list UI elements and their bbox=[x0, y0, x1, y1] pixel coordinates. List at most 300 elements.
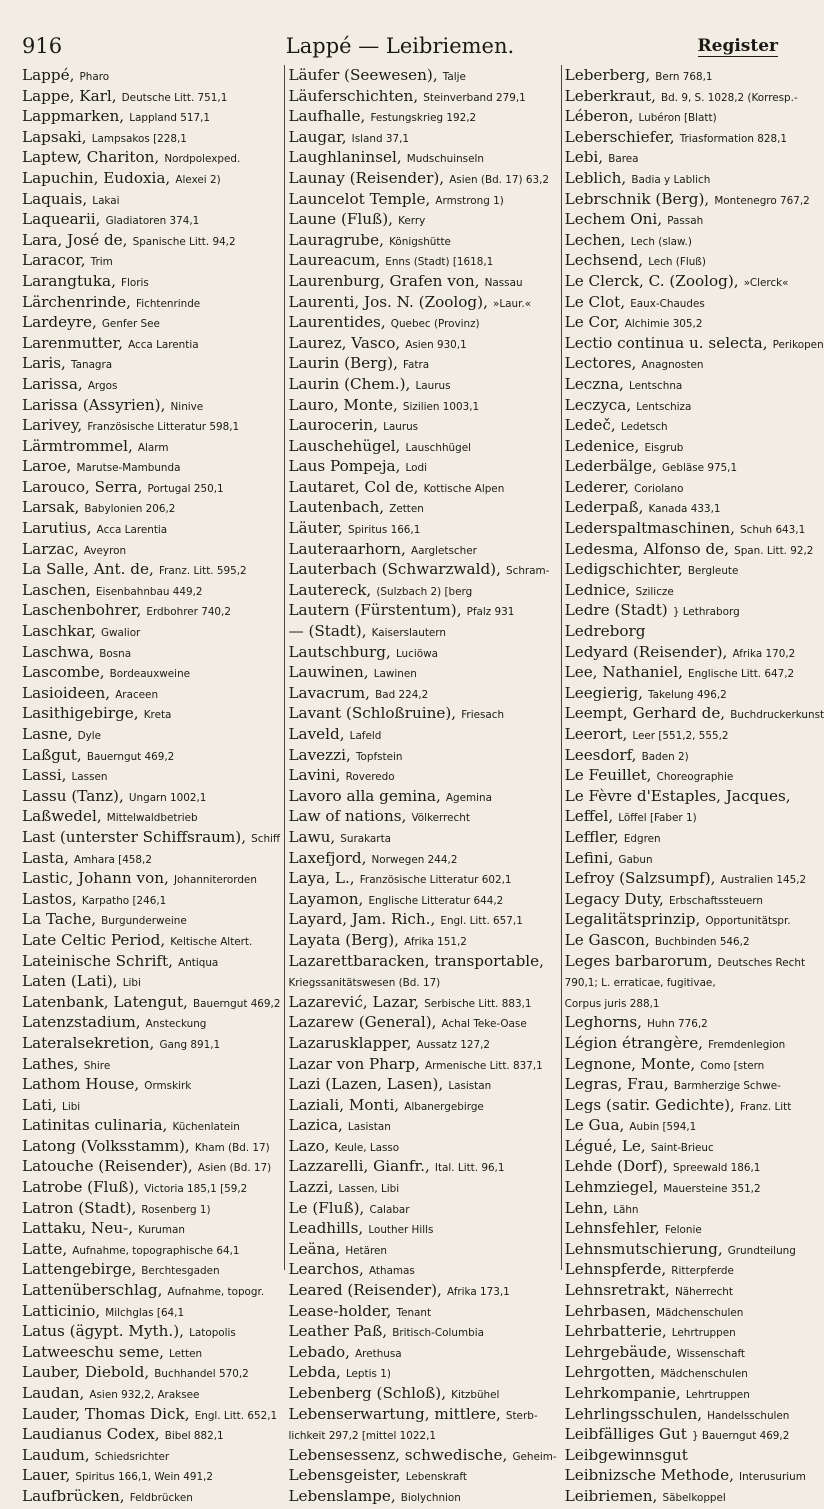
index-entry bbox=[288, 703, 556, 724]
entry-reference: Acca Larentia bbox=[96, 524, 168, 537]
entry-reference: Mauersteine 351,2 bbox=[663, 1183, 761, 1196]
index-entry bbox=[22, 168, 280, 189]
entry-headword: Lasioideen, bbox=[22, 683, 111, 702]
entry-headword: Lazarusklapper, bbox=[288, 1033, 412, 1052]
entry-reference: Lentschna bbox=[628, 379, 683, 392]
entry-reference: Shire bbox=[83, 1059, 111, 1072]
entry-headword: Leberberg, bbox=[564, 66, 651, 84]
index-entry bbox=[565, 868, 824, 889]
entry-headword: Legacy Duty, bbox=[564, 889, 664, 908]
entry-reference: Ansteckung bbox=[145, 1018, 207, 1031]
index-entry bbox=[565, 1362, 824, 1383]
entry-reference: Hetären bbox=[345, 1244, 387, 1257]
index-entry bbox=[565, 786, 824, 807]
entry-headword: Lechen, bbox=[564, 230, 626, 249]
entry-reference: Victoria 185,1 [59,2 bbox=[144, 1183, 248, 1196]
entry-reference: Eisgrub bbox=[644, 441, 684, 454]
entry-headword: Lehrbatterie, bbox=[564, 1322, 667, 1341]
entry-headword: Lease-holder, bbox=[288, 1301, 392, 1320]
entry-reference: Luciöwa bbox=[395, 647, 438, 660]
entry-headword: Le Gascon, bbox=[564, 930, 650, 949]
entry-headword: Latinitas culinaria, bbox=[22, 1116, 168, 1135]
entry-headword: Lederpaß, bbox=[564, 498, 644, 517]
entry-reference: Lasistan bbox=[347, 1121, 391, 1134]
entry-headword: Lavezzi, bbox=[288, 745, 351, 764]
entry-headword: Lehde (Dorf), bbox=[564, 1157, 668, 1176]
index-entry bbox=[22, 1074, 280, 1095]
index-entry bbox=[288, 477, 556, 498]
entry-reference: Erdbohrer 740,2 bbox=[146, 606, 231, 619]
entry-reference: Agemina bbox=[445, 791, 492, 804]
entry-reference: Gwalior bbox=[101, 627, 141, 640]
entry-reference: Aubin [594,1 bbox=[629, 1121, 697, 1134]
index-entry bbox=[565, 621, 824, 642]
entry-reference: } Bauerngut 469,2 bbox=[691, 1430, 790, 1443]
entry-reference: Näherrecht bbox=[674, 1286, 733, 1299]
index-entry bbox=[288, 765, 556, 786]
entry-headword: Lazarević, Lazar, bbox=[288, 992, 420, 1011]
index-entry bbox=[288, 353, 556, 374]
index-entry bbox=[22, 971, 280, 992]
entry-headword: Lazzi, bbox=[288, 1178, 334, 1197]
entry-reference: Erbschaftssteuern bbox=[668, 894, 763, 907]
entry-reference: Gang 891,1 bbox=[159, 1038, 221, 1051]
entry-reference: Genfer See bbox=[101, 318, 160, 331]
index-entry bbox=[565, 662, 824, 683]
entry-reference: Araceen bbox=[115, 688, 159, 701]
index-entry bbox=[565, 971, 824, 992]
index-entry bbox=[288, 1074, 556, 1095]
entry-reference: Albanergebirge bbox=[404, 1100, 484, 1113]
entry-reference: Schuh 643,1 bbox=[740, 524, 806, 537]
index-entry bbox=[565, 312, 824, 333]
entry-reference: Mädchenschulen bbox=[660, 1368, 748, 1381]
entry-reference: Ledetsch bbox=[620, 421, 668, 434]
entry-reference: Passah bbox=[667, 215, 704, 228]
entry-headword: Laya, L., bbox=[288, 869, 355, 888]
entry-headword: Leäna, bbox=[288, 1239, 341, 1258]
entry-headword: — (Stadt), bbox=[288, 622, 367, 641]
entry-reference: Surakarta bbox=[340, 832, 392, 845]
index-entry bbox=[565, 539, 824, 560]
index-entry bbox=[288, 250, 556, 271]
index-entry bbox=[22, 1424, 280, 1445]
index-entry bbox=[22, 909, 280, 930]
index-entry bbox=[565, 436, 824, 457]
entry-reference: Tanagra bbox=[70, 359, 113, 372]
entry-reference: Afrika 170,2 bbox=[732, 647, 796, 660]
entry-reference: Aussatz 127,2 bbox=[416, 1038, 490, 1051]
entry-headword: Laßgut, bbox=[22, 745, 82, 764]
entry-reference: Rosenberg 1) bbox=[141, 1203, 211, 1216]
entry-headword: Laziali, Monti, bbox=[288, 1095, 400, 1114]
entry-headword: Lauro, Monte, bbox=[288, 395, 398, 414]
entry-headword: Lateinische Schrift, bbox=[22, 951, 173, 970]
entry-headword: Leegierig, bbox=[564, 683, 643, 702]
entry-reference: Eaux-Chaudes bbox=[630, 297, 705, 310]
entry-headword: Lattengebirge, bbox=[22, 1260, 137, 1279]
index-entry bbox=[288, 827, 556, 848]
index-entry bbox=[22, 1342, 280, 1363]
entry-reference: Gabun bbox=[618, 853, 653, 866]
entry-headword: Leempt, Gerhard de, bbox=[564, 704, 726, 723]
entry-headword: Lauder, Thomas Dick, bbox=[22, 1404, 190, 1423]
entry-reference: Deutsche Litt. 751,1 bbox=[121, 91, 228, 104]
entry-reference: Lehrtruppen bbox=[685, 1389, 750, 1401]
index-entry bbox=[288, 127, 556, 148]
index-entry bbox=[288, 1156, 556, 1177]
entry-reference: Arethusa bbox=[355, 1347, 402, 1360]
entry-headword: Lederspaltmaschinen, bbox=[564, 519, 735, 538]
entry-reference: Steinverband 279,1 bbox=[423, 91, 526, 104]
entry-headword: Larangtuka, bbox=[22, 271, 116, 290]
index-entry bbox=[288, 621, 556, 642]
index-entry bbox=[288, 518, 556, 539]
index-entry bbox=[22, 456, 280, 477]
entry-reference: Island 37,1 bbox=[351, 132, 410, 145]
entry-reference: Säbelkoppel bbox=[662, 1491, 726, 1504]
entry-headword: La Tache, bbox=[22, 910, 97, 929]
entry-headword: Lebensgeister, bbox=[288, 1466, 401, 1485]
index-entry bbox=[22, 559, 280, 580]
index-entry bbox=[288, 971, 556, 992]
entry-headword: Lavant (Schloßruine), bbox=[288, 704, 457, 723]
index-entry bbox=[22, 683, 280, 704]
entry-reference: Australien 145,2 bbox=[720, 874, 807, 887]
entry-headword: Laurenti, Jos. N. (Zoolog), bbox=[288, 292, 488, 311]
entry-headword: Lednice, bbox=[564, 580, 631, 599]
index-entry bbox=[288, 724, 556, 745]
index-entry bbox=[288, 868, 556, 889]
entry-reference: Afrika 151,2 bbox=[404, 935, 467, 948]
index-entry bbox=[565, 1280, 824, 1301]
entry-reference: Como [stern bbox=[700, 1059, 765, 1072]
entry-reference: Nordpolexped. bbox=[164, 153, 241, 166]
index-entry bbox=[288, 271, 556, 292]
entry-headword: Lathes, bbox=[22, 1054, 79, 1073]
entry-reference: Aargletscher bbox=[410, 544, 477, 557]
entry-headword: Leberkraut, bbox=[564, 86, 656, 105]
entry-reference: lichkeit 297,2 [mittel 1022,1 bbox=[288, 1430, 437, 1443]
index-entry bbox=[565, 86, 824, 107]
index-entry bbox=[22, 1177, 280, 1198]
entry-headword: Ledigschichter, bbox=[564, 560, 683, 579]
entry-headword: Lederbälge, bbox=[564, 457, 657, 476]
entry-reference: Spiritus 166,1 bbox=[347, 524, 421, 537]
entry-reference: Alarm bbox=[137, 441, 169, 454]
index-entry bbox=[22, 189, 280, 210]
entry-reference: Burgunderweine bbox=[101, 915, 187, 928]
entry-reference: Gebläse 975,1 bbox=[661, 462, 738, 475]
index-entry bbox=[22, 848, 280, 869]
entry-headword: Lastos, bbox=[22, 889, 77, 908]
entry-headword: Lazar von Pharp, bbox=[288, 1054, 420, 1073]
entry-reference: Lampsakos [228,1 bbox=[91, 132, 187, 145]
entry-headword: Latenzstadium, bbox=[22, 1013, 141, 1032]
entry-reference: Lasistan bbox=[448, 1080, 492, 1093]
index-entry bbox=[565, 353, 824, 374]
entry-reference: Handelsschulen bbox=[707, 1409, 790, 1422]
entry-headword: Laufbrücken, bbox=[22, 1486, 125, 1505]
entry-headword: Latouche (Reisender), bbox=[22, 1157, 193, 1176]
index-entry bbox=[288, 189, 556, 210]
entry-headword: Lavacrum, bbox=[288, 683, 370, 702]
entry-headword: Leczna, bbox=[564, 374, 624, 393]
entry-headword: Lebi, bbox=[564, 148, 604, 167]
index-entry bbox=[22, 600, 280, 621]
entry-headword: Leblich, bbox=[564, 168, 627, 187]
index-entry bbox=[288, 1424, 556, 1445]
entry-reference: Libi bbox=[62, 1100, 81, 1113]
entry-headword: Läufer (Seewesen), bbox=[288, 66, 438, 84]
entry-headword: Lärmtrommel, bbox=[22, 436, 133, 455]
entry-reference: Argos bbox=[87, 379, 118, 392]
entry-reference: Asien (Bd. 17) 63,2 bbox=[449, 173, 549, 186]
entry-headword: Le Gua, bbox=[564, 1116, 625, 1135]
index-entry bbox=[565, 395, 824, 416]
index-entry bbox=[22, 621, 280, 642]
entry-headword: Laschen, bbox=[22, 580, 91, 599]
entry-headword: Lautaret, Col de, bbox=[288, 477, 419, 496]
entry-reference: Kerry bbox=[398, 215, 426, 228]
entry-headword: Larissa (Assyrien), bbox=[22, 395, 166, 414]
entry-reference: Lubéron [Blatt) bbox=[638, 112, 717, 125]
entry-reference: Interusurium bbox=[739, 1471, 806, 1484]
index-entry bbox=[22, 765, 280, 786]
entry-headword: Lehnsmutschierung, bbox=[564, 1239, 723, 1258]
entry-headword: Lautenbach, bbox=[288, 498, 385, 517]
entry-headword: Leges barbarorum, bbox=[564, 951, 713, 970]
index-entry bbox=[565, 1321, 824, 1342]
entry-headword: Lebensessenz, schwedische, bbox=[288, 1445, 508, 1464]
index-entry bbox=[288, 1012, 556, 1033]
entry-reference: Pfalz 931 bbox=[466, 606, 515, 619]
entry-headword: Lauteraarhorn, bbox=[288, 539, 406, 558]
entry-reference: Lech (Fluß) bbox=[648, 256, 706, 269]
entry-reference: Roveredo bbox=[345, 771, 395, 784]
entry-headword: Laurentides, bbox=[288, 313, 386, 332]
index-entry bbox=[565, 600, 824, 621]
register-column-3 bbox=[562, 65, 824, 1505]
entry-headword: Learchos, bbox=[288, 1260, 364, 1279]
entry-headword: Le (Fluß), bbox=[288, 1198, 365, 1217]
entry-reference: Triasformation 828,1 bbox=[679, 132, 788, 145]
index-entry bbox=[22, 86, 280, 107]
index-entry bbox=[565, 951, 824, 972]
entry-reference: Talje bbox=[442, 71, 466, 83]
entry-headword: La Salle, Ant. de, bbox=[22, 560, 154, 579]
entry-headword: Lassi, bbox=[22, 766, 67, 785]
entry-headword: Lebenberg (Schloß), bbox=[288, 1384, 447, 1402]
index-entry bbox=[565, 292, 824, 313]
entry-reference: Nassau bbox=[484, 276, 523, 289]
entry-headword: Le Feuillet, bbox=[564, 766, 652, 785]
index-entry bbox=[565, 1259, 824, 1280]
entry-reference: Lentschiza bbox=[636, 400, 692, 413]
index-entry bbox=[565, 250, 824, 271]
entry-headword: Lazarew (General), bbox=[288, 1013, 437, 1032]
entry-headword: Lehnsfehler, bbox=[564, 1219, 660, 1238]
entry-reference: Letten bbox=[169, 1347, 203, 1360]
index-entry bbox=[565, 456, 824, 477]
index-entry bbox=[565, 1383, 824, 1404]
entry-headword: Lee, Nathaniel, bbox=[564, 663, 683, 682]
index-entry bbox=[22, 436, 280, 457]
index-entry bbox=[288, 106, 556, 127]
entry-reference: Afrika 173,1 bbox=[446, 1286, 510, 1299]
entry-headword: Lebenserwartung, mittlere, bbox=[288, 1404, 501, 1423]
index-entry bbox=[22, 1136, 280, 1157]
entry-reference: Schiedsrichter bbox=[94, 1450, 170, 1463]
index-entry bbox=[22, 703, 280, 724]
entry-headword: Legnone, Monte, bbox=[564, 1054, 696, 1073]
entry-headword: Lectores, bbox=[564, 354, 637, 373]
index-entry bbox=[288, 1239, 556, 1260]
entry-reference: Saint-Brieuc bbox=[650, 1141, 714, 1154]
entry-reference: Coriolano bbox=[634, 482, 684, 495]
entry-reference: Lebenskraft bbox=[405, 1471, 467, 1484]
entry-reference: Leptis 1) bbox=[345, 1368, 391, 1381]
entry-headword: Laveld, bbox=[288, 725, 345, 743]
index-entry bbox=[288, 1301, 556, 1322]
entry-headword: Lardeyre, bbox=[22, 313, 97, 332]
index-entry bbox=[565, 1445, 824, 1466]
index-entry bbox=[288, 292, 556, 313]
entry-headword: Laracor, bbox=[22, 251, 86, 270]
index-entry bbox=[288, 559, 556, 580]
entry-headword: Laurin (Chem.), bbox=[288, 374, 411, 393]
index-entry bbox=[565, 1012, 824, 1033]
entry-reference: Ritterpferde bbox=[671, 1265, 734, 1278]
entry-headword: Laurin (Berg), bbox=[288, 354, 398, 373]
index-entry bbox=[22, 992, 280, 1013]
entry-headword: Lehrlingsschulen, bbox=[564, 1404, 703, 1423]
index-entry bbox=[22, 1115, 280, 1136]
index-entry bbox=[288, 848, 556, 869]
entry-headword: Layard, Jam. Rich., bbox=[288, 910, 436, 929]
entry-headword: Latus (ägypt. Myth.), bbox=[22, 1322, 185, 1341]
index-entry bbox=[565, 374, 824, 395]
index-entry bbox=[288, 1362, 556, 1383]
entry-headword: Latweeschu seme, bbox=[22, 1342, 164, 1361]
index-entry bbox=[22, 250, 280, 271]
entry-headword: Leibriemen, bbox=[564, 1486, 658, 1505]
index-entry bbox=[22, 497, 280, 518]
index-entry bbox=[22, 477, 280, 498]
entry-reference: Trim bbox=[90, 256, 113, 269]
entry-reference: Kreta bbox=[143, 709, 172, 722]
entry-reference: Friesach bbox=[461, 709, 505, 722]
entry-headword: Le Clot, bbox=[564, 292, 626, 311]
entry-headword: Latte, bbox=[22, 1239, 68, 1258]
index-entry bbox=[565, 65, 824, 86]
entry-headword: Lebenslampe, bbox=[288, 1486, 396, 1505]
entry-headword: Leerort, bbox=[564, 725, 628, 743]
index-entry bbox=[288, 909, 556, 930]
entry-headword: Laschwa, bbox=[22, 642, 95, 661]
index-entry bbox=[565, 1054, 824, 1075]
index-entry bbox=[565, 1486, 824, 1507]
index-entry bbox=[22, 395, 280, 416]
entry-headword: Lefroy (Salzsumpf), bbox=[564, 869, 716, 888]
index-entry bbox=[288, 1198, 556, 1219]
index-entry bbox=[22, 209, 280, 230]
index-entry bbox=[288, 497, 556, 518]
entry-reference: Mittelwaldbetrieb bbox=[106, 812, 198, 825]
index-entry bbox=[565, 1095, 824, 1116]
index-entry bbox=[22, 1486, 280, 1507]
index-entry bbox=[565, 1156, 824, 1177]
entry-headword: Lawu, bbox=[288, 827, 336, 846]
index-entry bbox=[565, 1424, 824, 1445]
index-entry bbox=[288, 951, 556, 972]
index-entry bbox=[22, 745, 280, 766]
entry-reference: Schram- bbox=[506, 565, 550, 578]
entry-reference: Asien 930,1 bbox=[405, 338, 467, 351]
entry-reference: Kriegssanitätswesen (Bd. 17) bbox=[288, 977, 441, 990]
entry-headword: Launcelot Temple, bbox=[288, 189, 431, 208]
entry-reference: Lodi bbox=[405, 462, 427, 475]
register-column-1 bbox=[22, 65, 285, 1505]
index-entry bbox=[288, 65, 556, 86]
index-entry bbox=[288, 992, 556, 1013]
entry-headword: Larzac, bbox=[22, 539, 79, 558]
register-column-2 bbox=[285, 65, 561, 1505]
index-entry bbox=[565, 230, 824, 251]
index-entry bbox=[288, 1404, 556, 1425]
entry-headword: Leadhills, bbox=[288, 1219, 364, 1238]
index-entry bbox=[22, 1404, 280, 1425]
entry-headword: Lazarettbaracken, transportable, bbox=[288, 951, 544, 970]
entry-reference: Montenegro 767,2 bbox=[714, 194, 810, 207]
entry-headword: Laßwedel, bbox=[22, 807, 102, 826]
entry-reference: Lähn bbox=[613, 1203, 639, 1216]
index-entry bbox=[565, 559, 824, 580]
entry-reference: Floris bbox=[121, 276, 149, 289]
entry-reference: Kottische Alpen bbox=[423, 482, 505, 495]
entry-reference: Festungskrieg 192,2 bbox=[370, 112, 477, 125]
index-entry bbox=[565, 724, 824, 745]
index-entry bbox=[288, 168, 556, 189]
entry-headword: Lautern (Fürstentum), bbox=[288, 601, 462, 620]
index-entry bbox=[22, 1280, 280, 1301]
index-entry bbox=[22, 1259, 280, 1280]
entry-headword: Leather Paß, bbox=[288, 1322, 388, 1341]
entry-headword: Larsak, bbox=[22, 498, 80, 517]
index-entry bbox=[565, 642, 824, 663]
entry-headword: Lauragrube, bbox=[288, 230, 384, 249]
entry-headword: Lebado, bbox=[288, 1342, 350, 1361]
entry-reference: Asien 932,2, Araksee bbox=[89, 1389, 200, 1401]
entry-headword: Laufhalle, bbox=[288, 107, 366, 126]
index-entry bbox=[565, 1177, 824, 1198]
entry-reference: Antiqua bbox=[178, 956, 219, 969]
entry-reference: Kaiserslautern bbox=[371, 627, 446, 640]
page-number: 916 bbox=[22, 34, 63, 58]
entry-reference: Bd. 9, S. 1028,2 (Korresp.- bbox=[661, 91, 798, 104]
entry-headword: Légué, Le, bbox=[564, 1136, 646, 1155]
index-entry bbox=[22, 518, 280, 539]
entry-headword: Leesdorf, bbox=[564, 745, 637, 764]
index-entry bbox=[565, 209, 824, 230]
index-entry bbox=[22, 1301, 280, 1322]
index-entry bbox=[288, 312, 556, 333]
entry-headword: Lapsaki, bbox=[22, 127, 87, 146]
entry-headword: Lauber, Diebold, bbox=[22, 1363, 150, 1382]
index-entry bbox=[288, 745, 556, 766]
entry-reference: Bibel 882,1 bbox=[164, 1430, 224, 1443]
index-entry bbox=[22, 827, 280, 848]
